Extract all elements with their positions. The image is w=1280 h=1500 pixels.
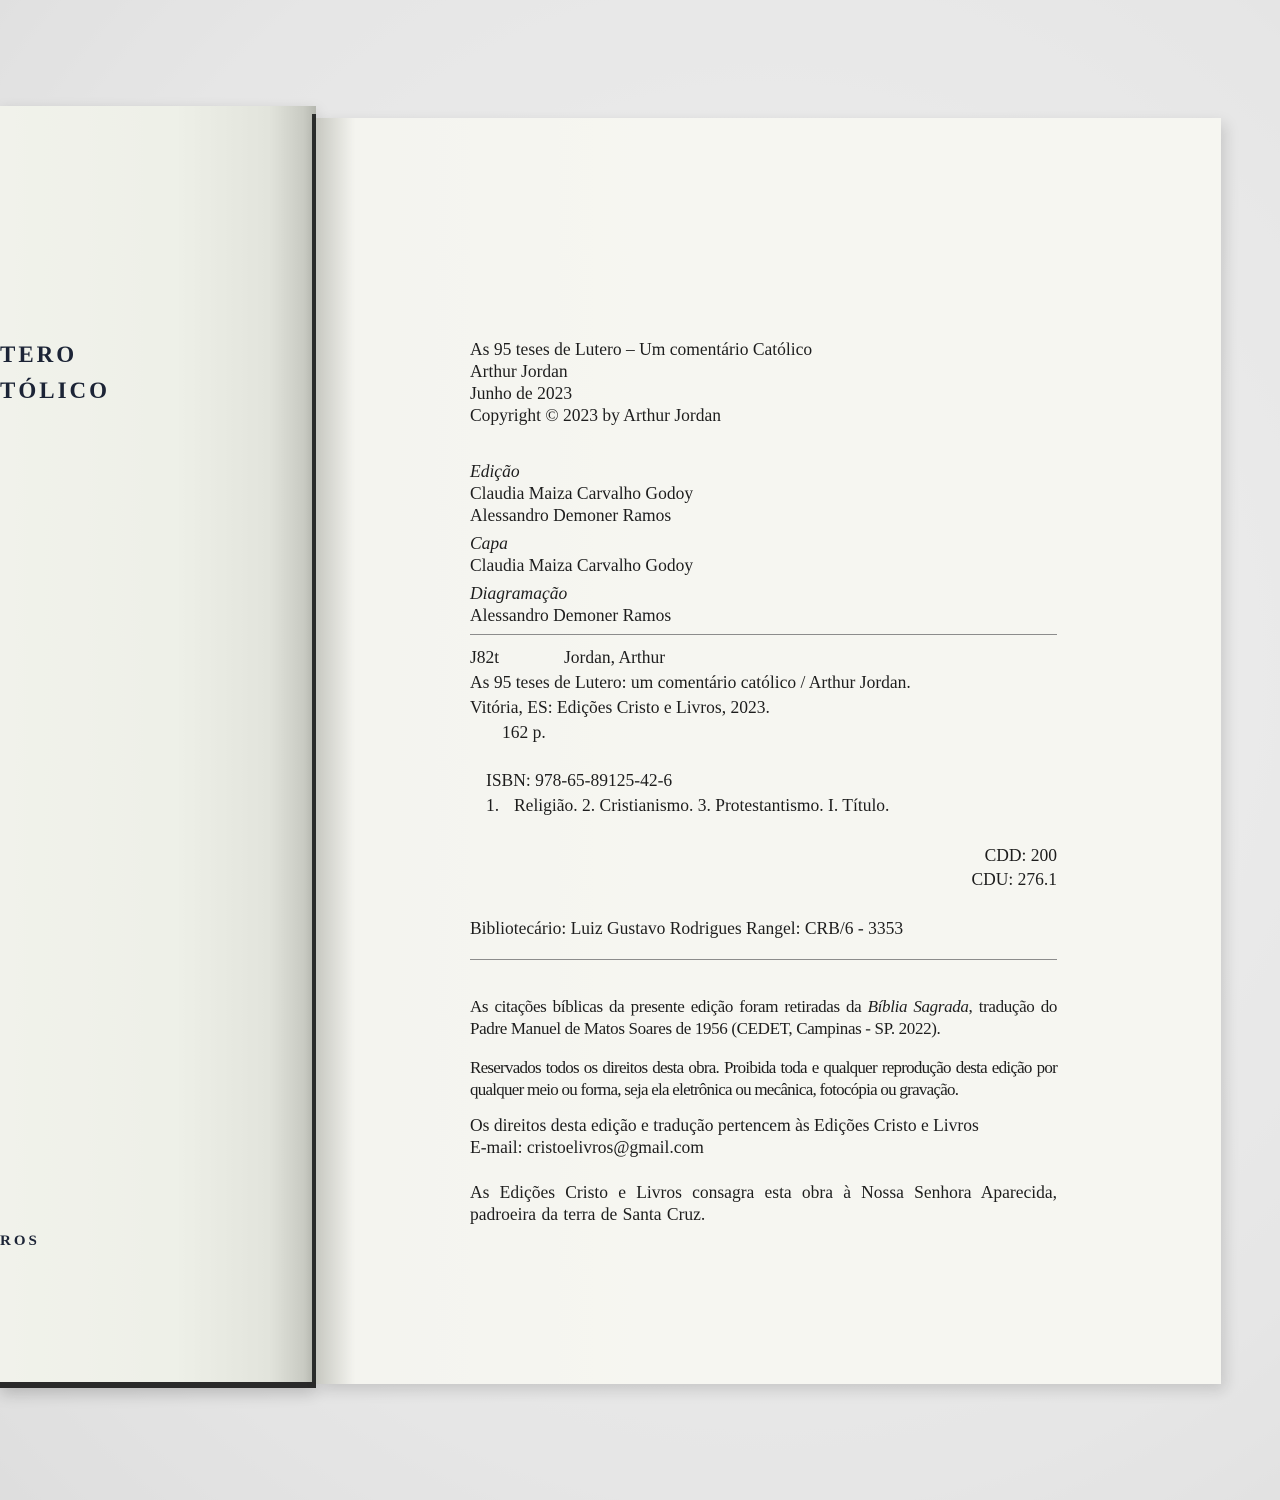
credit-name: Alessandro Demoner Ramos xyxy=(470,505,672,525)
right-page xyxy=(316,118,1221,1384)
email: E-mail: cristoelivros@gmail.com xyxy=(470,1137,704,1157)
cdu: CDU: 276.1 xyxy=(971,869,1057,889)
credits xyxy=(470,460,1057,626)
book-info xyxy=(470,338,1057,426)
legal-notes xyxy=(470,996,1057,1225)
book-title: As 95 teses de Lutero – Um comentário Católico xyxy=(470,339,813,359)
cdd: CDD: 200 xyxy=(984,845,1057,865)
gutter-shadow xyxy=(316,118,356,1384)
left-page xyxy=(0,106,316,1388)
credit-role: Edição xyxy=(470,461,520,481)
credit-name: Claudia Maiza Carvalho Godoy xyxy=(470,555,694,575)
isbn-block xyxy=(470,768,1057,818)
bible-note-text: As citações bíblicas da presente edição foram retiradas da xyxy=(470,997,868,1016)
subjects-number: 1. xyxy=(486,795,500,815)
left-page-title-line-1: TERO xyxy=(0,342,78,367)
left-page-publisher-fragment: ROS xyxy=(0,1233,40,1249)
catalog-card xyxy=(470,635,1057,941)
pages-count: 162 p. xyxy=(502,722,546,742)
catalog-heading-row xyxy=(470,645,1057,670)
credit-layout xyxy=(470,582,1057,626)
book-author: Arthur Jordan xyxy=(470,361,568,381)
left-page-title-line-2: TÓLICO xyxy=(0,378,111,403)
cutter-code: J82t xyxy=(470,647,500,667)
dedication: As Edições Cristo e Livros consagra esta obra à Nossa Senhora Aparecida, padroeira da terra de Santa Cruz. xyxy=(470,1182,1057,1224)
author-entry: Jordan, Arthur xyxy=(564,647,666,667)
bible-note-title: Bíblia Sagrada xyxy=(867,997,969,1016)
subjects: Religião. 2. Cristianismo. 3. Protestantismo. I. Título. xyxy=(514,795,890,815)
credit-cover xyxy=(470,532,1057,576)
copyright-page-content xyxy=(470,338,1057,1225)
librarian: Bibliotecário: Luiz Gustavo Rodrigues Rangel: CRB/6 - 3353 xyxy=(470,918,904,938)
credit-name: Alessandro Demoner Ramos xyxy=(470,605,672,625)
bible-note-text-end: , tradução do Padre Manuel de Matos Soares de 1956 (CEDET, Campinas - SP. 2022). xyxy=(470,997,1057,1038)
imprint: Vitória, ES: Edições Cristo e Livros, 2023. xyxy=(470,697,770,717)
divider-bottom xyxy=(470,959,1057,960)
credit-role: Diagramação xyxy=(470,583,568,603)
book-date: Junho de 2023 xyxy=(470,383,573,403)
credit-editing xyxy=(470,460,1057,526)
credit-role: Capa xyxy=(470,533,508,553)
credit-name: Claudia Maiza Carvalho Godoy xyxy=(470,483,694,503)
left-page-edge xyxy=(0,1382,316,1388)
classification-block xyxy=(470,843,1057,891)
ownership-text: Os direitos desta edição e tradução pertencem às Edições Cristo e Livros xyxy=(470,1115,979,1135)
ownership-note xyxy=(470,1114,1057,1158)
rights-reserved-note: Reservados todos os direitos desta obra. Proibida toda e qualquer reprodução desta edição por qualquer meio ou forma, seja ela eletrônica ou mecânica, fotocópia ou gravação. xyxy=(470,1058,1057,1099)
bible-citation-note xyxy=(470,996,1057,1040)
isbn: ISBN: 978-65-89125-42-6 xyxy=(486,770,673,790)
title-entry: As 95 teses de Lutero: um comentário católico / Arthur Jordan. xyxy=(470,672,911,692)
book-copyright: Copyright © 2023 by Arthur Jordan xyxy=(470,405,721,425)
subjects-row xyxy=(486,793,1057,818)
